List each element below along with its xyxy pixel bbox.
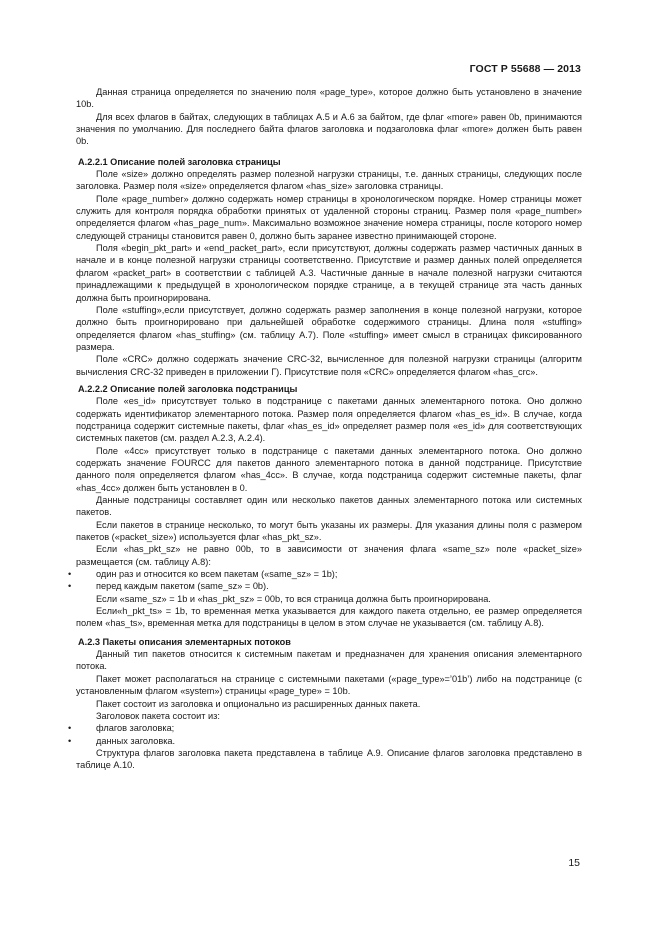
- paragraph: Поле «es_id» присутствует только в подстранице с пакетами данных элементарного потока. Оно должно содержать идентификатор элементарного потока. Размер поля определяется флагом «has_es_id». В случае, когда подстраница содержит системные пакеты, флаг «has_es_id» определяет размер поля «es_id» для соответствующих системных пакетов (см. раздел А.2.3, А.2.4).: [76, 396, 582, 444]
- paragraph: Если «has_pkt_sz» не равно 00b, то в зависимости от значения флага «same_sz» поле «packet_size» размещается (см. таблицу А.8):: [76, 544, 582, 567]
- list-item: • данных заголовка.: [76, 735, 582, 747]
- list-item: • флагов заголовка;: [76, 722, 582, 734]
- section-heading: А.2.3 Пакеты описания элементарных потоков: [78, 636, 291, 647]
- paragraph: Если пакетов в странице несколько, то могут быть указаны их размеры. Для указания длины поля с размером пакетов («packet_size») используется флаг «has_pkt_sz».: [76, 519, 582, 543]
- paragraph: Данная страница определяется по значению поля «page_type», которое должно быть установлено в значение 10b.: [76, 87, 582, 110]
- paragraph: Поле «stuffing»,если присутствует, должно содержать размер заполнения в конце полезной нагрузки, которое должно быть проигнорировано при дальнейшей обработке содержимого страницы. Длина поля «stuffing» определяется флагом «has_stuffing» (см. таблицу А.7). Поле «stuffing» имеет смысл в страницах фиксированного размера.: [76, 304, 582, 352]
- page-number: 15: [568, 857, 580, 869]
- paragraph: Поле «CRC» должно содержать значение CRC-32, вычисленное для полезной нагрузки страницы (алгоритм вычисления CRC-32 приведен в приложении Г). Присутствие поля «CRC» определяется флагом «has_crc».: [76, 354, 582, 377]
- paragraph: Поле «page_number» должно содержать номер страницы в хронологическом порядке. Номер страницы может служить для контроля порядка обработки принятых от удаленной стороны страниц. Размер поля «page_number» определяется флагом «has_page_num». Максимально возможное значение номера страницы, после которого номер следующей страницы становится равен 0, должно быть заранее известно принимающей стороне.: [76, 193, 582, 241]
- paragraph: Пакет состоит из заголовка и опционально из расширенных данных пакета.: [96, 698, 421, 709]
- paragraph: Данный тип пакетов относится к системным пакетам и предназначен для хранения описания элементарного потока.: [76, 649, 582, 672]
- paragraph: Поля «begin_pkt_part» и «end_packet_part», если присутствуют, должны содержать размер частичных данных в начале и в конце полезной нагрузки страницы соответственно. Присутствие и размер данных полей определяется флагом «packet_part» в соответствии с таблицей А.3. Частичные данные в начале полезной нагрузки считаются принадлежащими к предыдущей в хронологическом порядке странице, а в текущей странице эта часть данных должна быть проигнорирована.: [76, 243, 582, 303]
- paragraph: Структура флагов заголовка пакета представлена в таблице А.9. Описание флагов заголовка представлено в таблице А.10.: [76, 747, 582, 771]
- list-item: • один раз и относится ко всем пакетам («same_sz» = 1b);: [76, 568, 582, 580]
- section-heading: А.2.2.1 Описание полей заголовка страницы: [78, 156, 281, 167]
- paragraph: Пакет может располагаться на странице с системными пакетами («page_type»=’01b’) либо на подстранице (с установленным флагом «system») страницы «page_type» = 10b.: [76, 673, 582, 697]
- bullet-list: [76, 568, 582, 593]
- paragraph: Заголовок пакета состоит из:: [96, 710, 220, 721]
- bullet-list: [76, 722, 582, 747]
- paragraph: Если «same_sz» = 1b и «has_pkt_sz» = 00b, то вся страница должна быть проигнорирована.: [96, 593, 491, 604]
- page-body: [76, 86, 582, 772]
- paragraph: Если«h_pkt_ts» = 1b, то временная метка указывается для каждого пакета отдельно, ее размер определяется полем «has_ts», временная метка для подстраницы в целом в этом случае не указывается (см. таблицу А.8).: [76, 606, 582, 629]
- paragraph: Данные подстраницы составляет один или несколько пакетов данных элементарного потока или системных пакетов.: [76, 495, 582, 518]
- paragraph: Для всех флагов в байтах, следующих в таблицах А.5 и А.6 за байтом, где флаг «more» равен 0b, принимаются значения по умолчанию. Для последнего байта флагов заголовка и подзаголовка флаг «more» должен быть равен 0b.: [76, 111, 582, 147]
- document-header: ГОСТ Р 55688 — 2013: [469, 63, 581, 75]
- paragraph: Поле «size» должно определять размер полезной нагрузки страницы, т.е. данных страницы, следующих после заголовка. Размер поля «size» определяется флагом «has_size» заголовка страницы.: [76, 169, 582, 192]
- section-heading: А.2.2.2 Описание полей заголовка подстраницы: [78, 383, 298, 394]
- paragraph: Поле «4cc» присутствует только в подстранице с пакетами данных элементарного потока. Оно должно содержать значение FOURCC для пакетов данного элементарного потока в данной подстранице. Присутствие данного поля определяется флагом «has_4cc». В случае, когда подстраница содержит системные пакеты, флаг «has_4cc» должен быть установлен в 0.: [76, 445, 582, 493]
- list-item: • перед каждым пакетом (same_sz» = 0b).: [76, 580, 582, 592]
